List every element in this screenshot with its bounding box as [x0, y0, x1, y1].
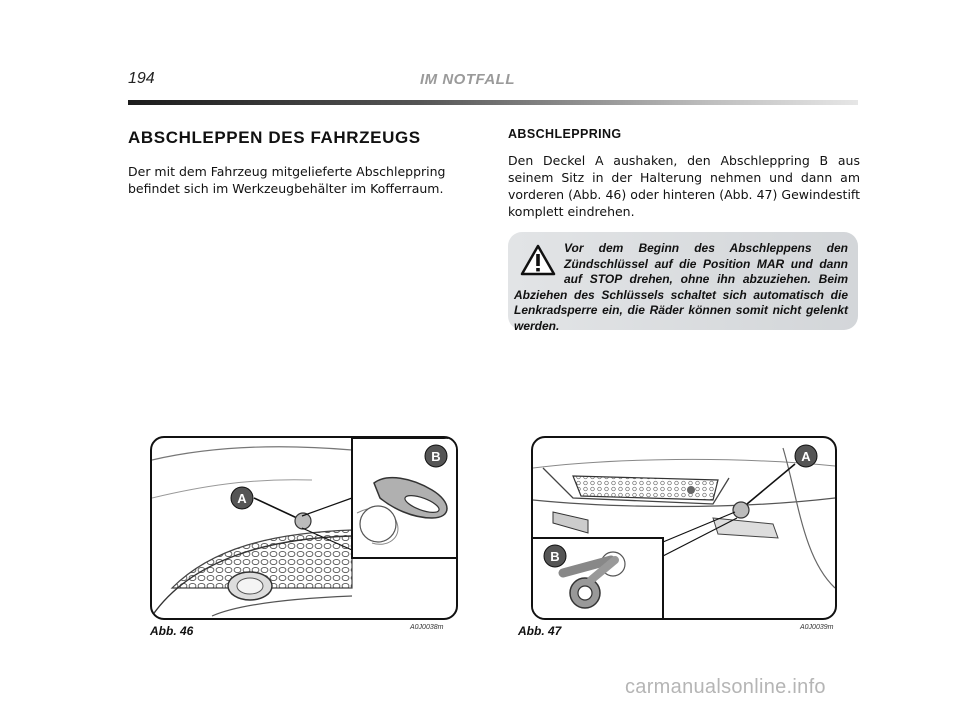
figure-47 [531, 436, 837, 620]
label-a: A [801, 449, 811, 464]
section-title: IM NOTFALL [420, 71, 515, 88]
page-number: 194 [128, 70, 155, 87]
label-b: B [431, 449, 441, 464]
main-heading: ABSCHLEPPEN DES FAHRZEUGS [128, 128, 421, 147]
warning-box [508, 232, 858, 333]
front-bumper-illustration [152, 438, 456, 618]
subheading: ABSCHLEPPRING [508, 127, 622, 141]
watermark: carmanualsonline.info [625, 676, 826, 698]
figure-46-code: A0J0038m [410, 624, 444, 631]
label-a: A [237, 491, 247, 506]
rear-bumper-illustration [533, 438, 835, 618]
instruction-paragraph: Den Deckel A aushaken, den Abschleppring B aus seinem Sitz in der Halterung nehmen und dann am vorderen (Abb. 46) oder hinteren (Abb. 47) Gewindestift komplett eindrehen. [508, 153, 860, 219]
intro-paragraph: Der mit dem Fahrzeug mitgelieferte Abschleppring befindet sich im Werkzeugbehälter im Kofferraum. [128, 164, 446, 196]
figure-46-caption: Abb. 46 [150, 624, 194, 638]
label-b: B [550, 549, 560, 564]
figure-47-code: A0J0039m [800, 624, 834, 631]
header-rule [128, 100, 858, 105]
warning-text: Vor dem Beginn des Abschleppens den Zündschlüssel auf die Position MAR und dann auf STOP drehen, ohne ihn abzuziehen. Beim Abziehen des Schlüssels schaltet sich automatisch die Lenkradsperre ein, die Räder können somit nicht gelenkt werden. [514, 241, 848, 333]
figure-46 [150, 436, 458, 620]
figure-47-caption: Abb. 47 [518, 624, 562, 638]
